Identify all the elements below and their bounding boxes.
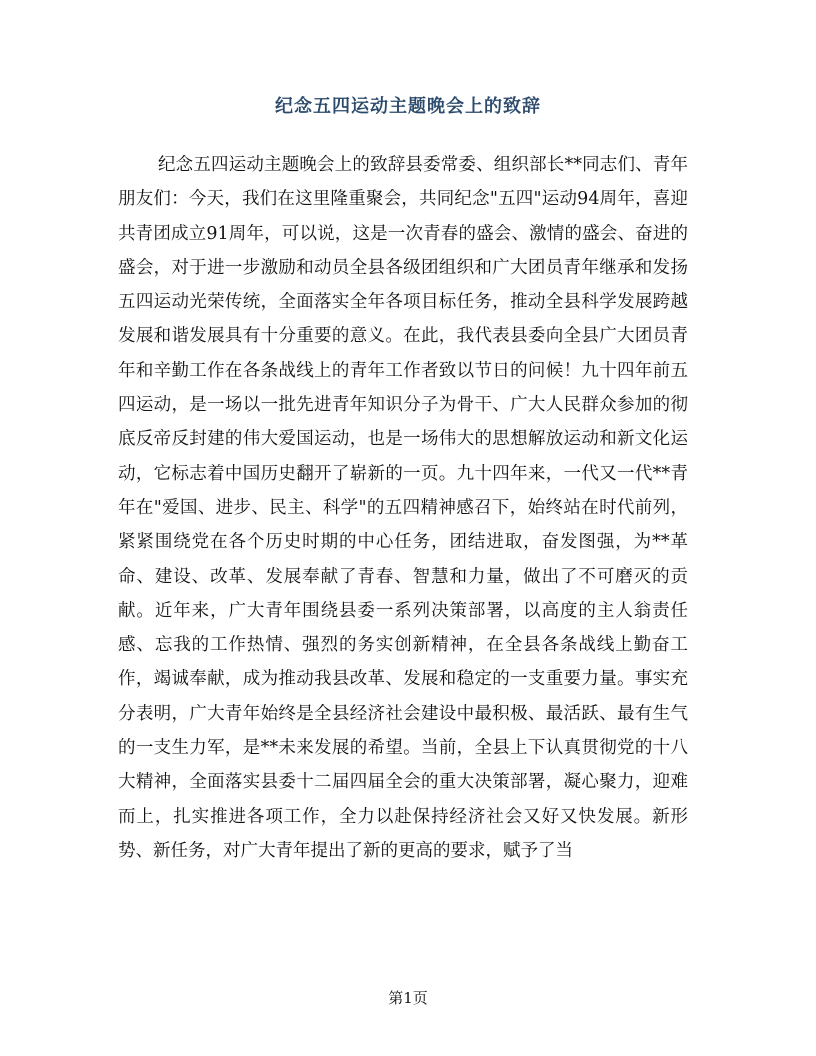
document-body-paragraph: 纪念五四运动主题晚会上的致辞县委常委、组织部长**同志们、青年朋友们：今天，我们在这里隆重聚会，共同纪念"五四"运动94周年，喜迎共青团成立91周年，可以说，这是一次青春的盛会、激情的盛会、奋进的盛会，对于进一步激励和动员全县各级团组织和广大团员青年继承和发扬五四运动光荣传统，全面落实全年各项目标任务，推动全县科学发展跨越发展和谐发展具有十分重要的意义。在此，我代表县委向全县广大团员青年和辛勤工作在各条战线上的青年工作者致以节日的问候！九十四年前五四运动，是一场以一批先进青年知识分子为骨干、广大人民群众参加的彻底反帝反封建的伟大爱国运动，也是一场伟大的思想解放运动和新文化运动，它标志着中国历史翻开了崭新的一页。九十四年来，一代又一代**青年在"爱国、进步、民主、科学"的五四精神感召下，始终站在时代前列，紧紧围绕党在各个历史时期的中心任务，团结进取，奋发图强，为**革命、建设、改革、发展奉献了青春、智慧和力量，做出了不可磨灭的贡献。近年来，广大青年围绕县委一系列决策部署，以高度的主人翁责任感、忘我的工作热情、强烈的务实创新精神，在全县各条战线上勤奋工作，竭诚奉献，成为推动我县改革、发展和稳定的一支重要力量。事实充分表明，广大青年始终是全县经济社会建设中最积极、最活跃、最有生气的一支生力军，是**未来发展的希望。当前，全县上下认真贯彻党的十八大精神，全面落实县委十二届四届全会的重大决策部署，凝心聚力，迎难而上，扎实推进各项工作，全力以赴保持经济社会又好又快发展。新形势、新任务，对广大青年提出了新的更高的要求，赋予了当 xyxy=(118,155,688,861)
page-number: 第1页 xyxy=(388,989,428,1007)
document-title: 纪念五四运动主题晚会上的致辞 xyxy=(275,96,541,117)
